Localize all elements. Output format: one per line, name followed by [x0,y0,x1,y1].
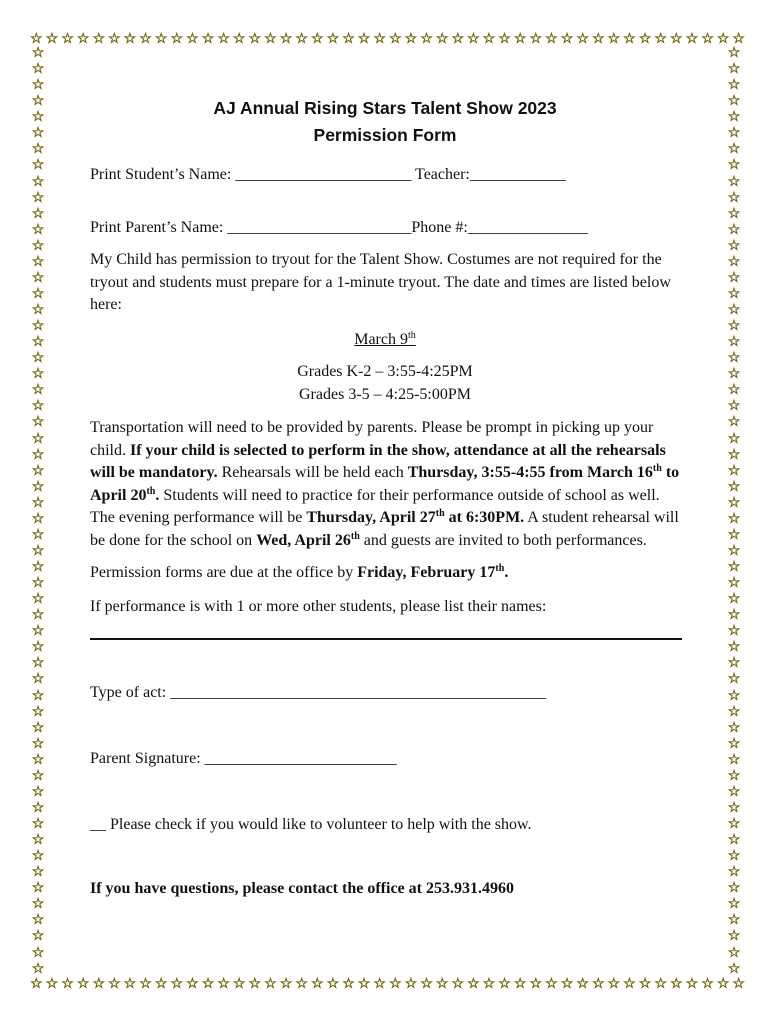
star-icon: ☆ [123,31,137,47]
star-icon: ☆ [373,976,386,992]
star-icon: ☆ [732,31,745,47]
star-icon: ☆ [727,446,741,463]
other-students-prompt: If performance is with 1 or more other students, please list their names: [90,597,547,615]
star-icon: ☆ [264,31,277,47]
star-icon: ☆ [326,976,340,992]
star-icon: ☆ [727,318,741,335]
star-icon: ☆ [727,671,741,688]
type-of-act-label: Type of act: [90,684,171,701]
star-icon: ☆ [404,31,418,47]
star-icon: ☆ [669,31,683,47]
star-icon: ☆ [295,976,308,992]
star-icon: ☆ [654,976,667,992]
star-icon: ☆ [669,976,683,992]
star-icon: ☆ [31,848,45,865]
form-title: AJ Annual Rising Stars Talent Show 2023 [213,98,557,118]
form-subtitle: Permission Form [313,125,457,145]
star-icon: ☆ [31,189,45,206]
star-icon: ☆ [685,976,699,992]
star-icon: ☆ [31,510,45,527]
star-icon: ☆ [467,31,480,47]
star-icon: ☆ [31,526,45,543]
star-icon: ☆ [31,816,45,832]
star-icon: ☆ [607,976,621,992]
star-icon: ☆ [727,141,741,158]
phone-field[interactable]: _______________ [467,218,588,236]
star-icon: ☆ [727,719,741,736]
teacher-label: Teacher: [411,166,470,183]
star-icon: ☆ [31,639,45,656]
star-icon: ☆ [217,31,230,47]
star-icon: ☆ [727,350,741,367]
star-icon: ☆ [31,655,45,672]
star-icon: ☆ [31,912,45,929]
star-icon: ☆ [727,944,741,961]
star-icon: ☆ [727,783,741,800]
type-of-act-field[interactable]: _______________________________________________ [170,684,547,701]
type-of-act-line [90,682,680,705]
student-name-field[interactable]: ______________________ [235,166,412,183]
star-icon: ☆ [31,751,45,768]
star-icon: ☆ [420,31,433,47]
star-icon: ☆ [727,735,741,752]
star-icon: ☆ [342,976,355,992]
star-icon: ☆ [716,976,730,992]
star-icon: ☆ [727,237,741,254]
star-icon: ☆ [623,31,636,47]
star-icon: ☆ [31,334,45,351]
star-icon: ☆ [451,976,465,992]
contact-line: If you have questions, please contact the office at 253.931.4960 [90,879,514,897]
star-icon: ☆ [154,976,168,992]
star-icon: ☆ [31,253,45,270]
star-icon: ☆ [45,976,59,992]
volunteer-checkbox-line[interactable]: __ Please check if you would like to volunteer to help with the show. [90,816,532,833]
other-students-names-line[interactable] [90,638,682,640]
star-icon: ☆ [31,350,45,367]
star-icon: ☆ [727,655,741,672]
star-icon: ☆ [30,976,43,992]
star-icon: ☆ [727,269,741,286]
tryout-date: March 9th [354,329,416,348]
star-icon: ☆ [727,494,741,511]
star-icon: ☆ [727,751,741,768]
star-icon: ☆ [727,559,741,575]
star-icon: ☆ [31,799,45,816]
star-icon: ☆ [727,623,741,640]
star-icon: ☆ [31,318,45,335]
star-icon: ☆ [31,575,45,592]
parent-name-field[interactable]: _______________________ [227,218,412,236]
star-icon: ☆ [232,976,246,992]
star-icon: ☆ [727,832,741,849]
star-icon: ☆ [139,976,152,992]
star-icon: ☆ [435,31,449,47]
star-icon: ☆ [727,334,741,351]
star-icon: ☆ [727,109,741,126]
star-icon: ☆ [31,462,45,479]
star-icon: ☆ [727,639,741,656]
star-icon: ☆ [31,478,45,495]
star-icon: ☆ [716,31,730,47]
star-icon: ☆ [727,398,741,415]
star-icon: ☆ [92,31,105,47]
star-icon: ☆ [30,31,43,47]
star-icon: ☆ [727,205,741,222]
star-icon: ☆ [31,366,45,383]
star-icon: ☆ [529,31,543,47]
due-date-line: Permission forms are due at the office by Friday, February 17th. [90,563,509,581]
star-icon: ☆ [31,45,45,61]
star-icon: ☆ [727,928,741,945]
parent-signature-line [90,748,680,771]
star-icon: ☆ [727,542,741,559]
star-icon: ☆ [31,880,45,897]
star-icon: ☆ [727,366,741,383]
star-icon: ☆ [727,462,741,479]
star-icon: ☆ [727,912,741,929]
star-icon: ☆ [727,382,741,399]
star-icon: ☆ [701,976,714,992]
star-border-top [30,32,745,48]
star-icon: ☆ [31,671,45,688]
star-icon: ☆ [727,591,741,608]
star-icon: ☆ [279,976,293,992]
star-icon: ☆ [31,285,45,302]
star-icon: ☆ [31,109,45,126]
star-icon: ☆ [31,591,45,608]
star-icon: ☆ [727,575,741,592]
star-icon: ☆ [420,976,433,992]
star-border-left [30,46,46,976]
star-icon: ☆ [31,896,45,913]
star-icon: ☆ [529,976,543,992]
star-icon: ☆ [727,896,741,913]
star-icon: ☆ [31,430,45,447]
star-icon: ☆ [685,31,699,47]
star-icon: ☆ [326,31,340,47]
star-icon: ☆ [170,31,184,47]
star-icon: ☆ [727,864,741,881]
star-icon: ☆ [92,976,105,992]
star-icon: ☆ [727,880,741,897]
star-icon: ☆ [727,607,741,624]
star-icon: ☆ [108,976,121,992]
star-icon: ☆ [31,767,45,784]
star-icon: ☆ [560,976,574,992]
star-icon: ☆ [727,478,741,495]
star-icon: ☆ [727,848,741,865]
star-icon: ☆ [545,31,558,47]
star-icon: ☆ [591,976,605,992]
star-icon: ☆ [732,976,745,992]
star-icon: ☆ [279,31,293,47]
parent-signature-field[interactable]: ________________________ [204,749,397,767]
star-icon: ☆ [727,77,741,94]
parent-phone-line [90,217,680,240]
star-icon: ☆ [217,976,230,992]
star-icon: ☆ [727,960,741,977]
star-icon: ☆ [31,61,45,78]
star-icon: ☆ [31,703,45,720]
parent-name-label: Print Parent’s Name: [90,218,228,236]
star-icon: ☆ [435,976,449,992]
star-icon: ☆ [482,31,496,47]
star-icon: ☆ [727,125,741,142]
phone-label: Phone #: [411,218,468,236]
star-icon: ☆ [467,976,480,992]
star-icon: ☆ [31,141,45,158]
star-icon: ☆ [31,382,45,399]
star-icon: ☆ [31,542,45,559]
star-icon: ☆ [31,687,45,704]
star-icon: ☆ [389,976,402,992]
star-icon: ☆ [482,976,496,992]
star-icon: ☆ [248,31,262,47]
star-icon: ☆ [654,31,667,47]
star-icon: ☆ [76,976,90,992]
star-icon: ☆ [373,31,386,47]
teacher-field[interactable]: ____________ [469,166,566,183]
star-icon: ☆ [31,77,45,94]
star-icon: ☆ [727,703,741,720]
student-teacher-line [90,164,680,187]
star-icon: ☆ [727,253,741,270]
star-icon: ☆ [389,31,402,47]
star-icon: ☆ [727,302,741,318]
star-icon: ☆ [451,31,465,47]
star-icon: ☆ [727,221,741,238]
star-icon: ☆ [727,285,741,302]
star-icon: ☆ [139,31,152,47]
star-icon: ☆ [727,799,741,816]
star-icon: ☆ [727,414,741,431]
star-icon: ☆ [560,31,574,47]
star-icon: ☆ [727,189,741,206]
star-icon: ☆ [607,31,621,47]
star-icon: ☆ [201,31,215,47]
star-icon: ☆ [727,173,741,190]
grades-k2-time: Grades K-2 – 3:55-4:25PM [297,363,473,380]
star-border-bottom [30,977,745,993]
star-icon: ☆ [31,398,45,415]
star-icon: ☆ [727,430,741,447]
parent-signature-label: Parent Signature: [90,749,205,767]
star-icon: ☆ [310,31,324,47]
star-icon: ☆ [154,31,168,47]
star-border-right [726,46,742,976]
student-name-label: Print Student’s Name: [90,166,236,183]
star-icon: ☆ [576,31,589,47]
star-icon: ☆ [31,559,45,575]
intro-paragraph: My Child has permission to tryout for the Talent Show. Costumes are not required for the tryout and students must prepare for a 1-minute tryout. The date and times are listed below here: [90,251,671,313]
star-icon: ☆ [727,157,741,174]
star-icon: ☆ [727,767,741,784]
star-icon: ☆ [264,976,277,992]
star-icon: ☆ [701,31,714,47]
star-icon: ☆ [232,31,246,47]
star-icon: ☆ [186,31,199,47]
star-icon: ☆ [31,864,45,881]
star-icon: ☆ [31,719,45,736]
star-icon: ☆ [186,976,199,992]
star-icon: ☆ [31,928,45,945]
star-icon: ☆ [31,623,45,640]
star-icon: ☆ [31,832,45,849]
star-icon: ☆ [638,976,652,992]
star-icon: ☆ [31,944,45,961]
star-icon: ☆ [498,31,511,47]
permission-form [90,95,680,900]
star-icon: ☆ [31,269,45,286]
star-icon: ☆ [248,976,262,992]
star-icon: ☆ [31,205,45,222]
star-icon: ☆ [31,446,45,463]
star-icon: ☆ [623,976,636,992]
star-icon: ☆ [45,31,59,47]
transportation-paragraph: Transportation will need to be provided by parents. Please be prompt in picking up your child. If your child is selected to perform in the show, attendance at all the rehearsals will be mandatory. Rehearsals will be held each Thursday, 3:55-4:55 from March 16th to April 20th. Students will need to practice for their performance outside of school as well. The evening performance will be Thursday, April 27th at 6:30PM. A student rehearsal will be done for the school on Wed, April 26th and guests are invited to both performances. [90,419,680,549]
star-icon: ☆ [61,31,74,47]
star-icon: ☆ [357,976,371,992]
star-icon: ☆ [31,125,45,142]
star-icon: ☆ [108,31,121,47]
star-icon: ☆ [31,960,45,977]
star-icon: ☆ [31,414,45,431]
star-icon: ☆ [404,976,418,992]
star-icon: ☆ [31,157,45,174]
star-icon: ☆ [357,31,371,47]
star-icon: ☆ [31,607,45,624]
star-icon: ☆ [727,526,741,543]
star-icon: ☆ [591,31,605,47]
star-icon: ☆ [61,976,74,992]
star-icon: ☆ [638,31,652,47]
grades-35-time: Grades 3-5 – 4:25-5:00PM [299,385,471,403]
star-icon: ☆ [31,494,45,511]
star-icon: ☆ [295,31,308,47]
star-icon: ☆ [170,976,184,992]
star-icon: ☆ [31,302,45,318]
star-icon: ☆ [727,45,741,61]
star-icon: ☆ [31,173,45,190]
star-icon: ☆ [123,976,137,992]
star-icon: ☆ [31,735,45,752]
star-icon: ☆ [31,783,45,800]
star-icon: ☆ [31,221,45,238]
star-icon: ☆ [727,93,741,110]
star-icon: ☆ [31,237,45,254]
star-icon: ☆ [727,816,741,832]
star-icon: ☆ [513,31,527,47]
star-icon: ☆ [727,687,741,704]
star-icon: ☆ [576,976,589,992]
star-icon: ☆ [76,31,90,47]
star-icon: ☆ [342,31,355,47]
star-icon: ☆ [513,976,527,992]
star-icon: ☆ [545,976,558,992]
star-icon: ☆ [310,976,324,992]
star-icon: ☆ [31,93,45,110]
star-icon: ☆ [201,976,215,992]
star-icon: ☆ [727,510,741,527]
star-icon: ☆ [498,976,511,992]
star-icon: ☆ [727,61,741,78]
